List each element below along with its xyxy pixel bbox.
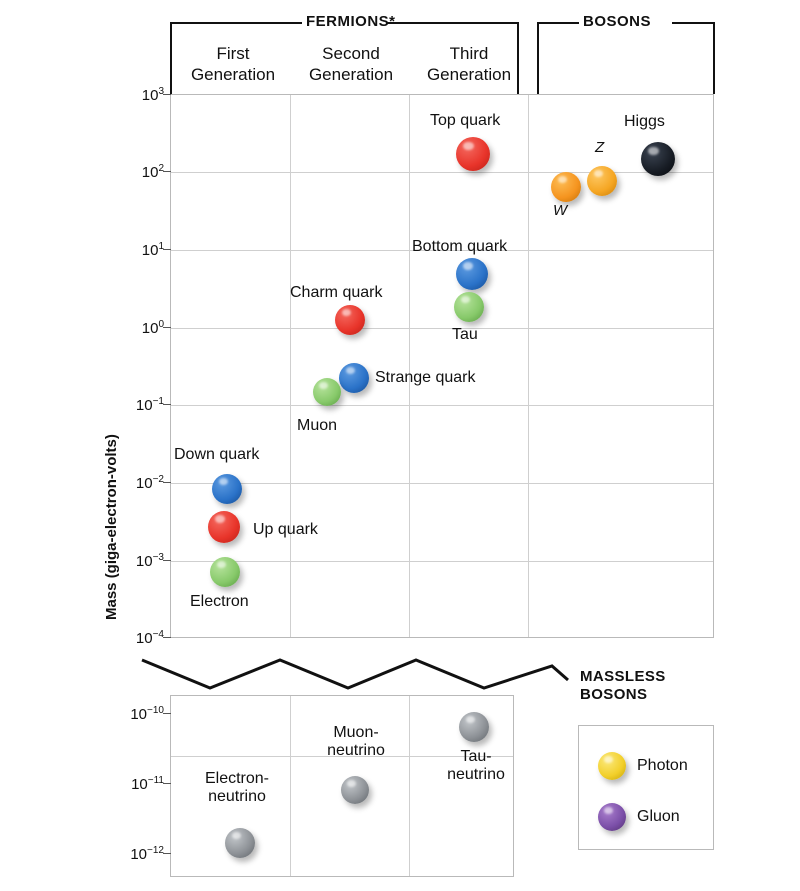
column-divider-1	[290, 95, 291, 637]
bosons-bracket-right-tick	[713, 22, 715, 94]
ytick-1e-2: $10^{-2}$	[135, 474, 164, 492]
ytick-1e0: $10^0$	[141, 319, 164, 337]
label-strange-quark: Strange quark	[375, 369, 476, 386]
ytick-1e-12: $10^{-12}$	[130, 845, 164, 863]
ytick-1e2: $10^2$	[141, 163, 164, 181]
tickmark-1e-12	[163, 853, 171, 854]
tickmark-1e-3	[163, 560, 171, 561]
third-generation-line2: Generation	[426, 65, 512, 85]
label-w-boson: W	[553, 202, 568, 219]
ytick-1e-10: $10^{-10}$	[130, 705, 164, 723]
second-generation-line1: Second	[322, 44, 380, 63]
label-down-quark: Down quark	[174, 446, 260, 463]
column-divider-3	[528, 95, 529, 637]
particle-electron-neutrino[interactable]	[225, 828, 255, 858]
particle-photon[interactable]	[598, 752, 626, 780]
tickmark-1e-11	[163, 783, 171, 784]
gridline-1e2	[171, 172, 713, 173]
particle-muon[interactable]	[313, 378, 341, 406]
ytick-1e1: $10^1$	[141, 241, 164, 259]
gridline-1e-2	[171, 483, 713, 484]
massless-bosons-box	[578, 725, 714, 850]
upper-plot-area	[170, 94, 714, 638]
particle-electron[interactable]	[210, 557, 240, 587]
fermions-group-label: FERMIONS*	[306, 13, 396, 30]
bosons-bracket-right-line	[672, 22, 714, 24]
label-z-boson: Z	[595, 139, 605, 156]
gridline-1e-3	[171, 561, 713, 562]
label-electron-neutrino: Electron- neutrino	[204, 770, 270, 806]
label-muon-neutrino: Muon- neutrino	[327, 724, 385, 760]
particle-tau-neutrino[interactable]	[459, 712, 489, 742]
fermions-bracket-right-line	[386, 22, 518, 24]
ytick-1e-4: $10^{-4}$	[135, 629, 164, 647]
third-generation-line1: Third	[449, 44, 489, 63]
label-electron: Electron	[190, 593, 249, 610]
second-generation-line2: Generation	[308, 65, 394, 85]
label-muon: Muon	[297, 417, 338, 434]
label-charm-quark: Charm quark	[290, 284, 383, 301]
tickmark-1e-2	[163, 482, 171, 483]
first-generation-line2: Generation	[190, 65, 276, 85]
fermions-bracket-left-line	[170, 22, 302, 24]
first-generation-line1: First	[216, 44, 250, 63]
column-header-second-generation	[290, 43, 412, 86]
label-top-quark: Top quark	[430, 112, 501, 129]
particle-down-quark[interactable]	[212, 474, 242, 504]
tickmark-1e-10	[163, 713, 171, 714]
particle-charm-quark[interactable]	[335, 305, 365, 335]
massless-bosons-title: MASSLESS BOSONS	[580, 668, 666, 703]
label-tau: Tau	[452, 326, 478, 343]
label-gluon: Gluon	[637, 808, 680, 825]
y-axis-title: Mass (giga-electron-volts)	[103, 434, 120, 620]
ytick-1e-3: $10^{-3}$	[135, 552, 164, 570]
particle-w-boson[interactable]	[551, 172, 581, 202]
particle-tau[interactable]	[454, 292, 484, 322]
particle-z-boson[interactable]	[587, 166, 617, 196]
particle-strange-quark[interactable]	[339, 363, 369, 393]
label-higgs: Higgs	[624, 113, 665, 130]
label-bottom-quark: Bottom quark	[412, 238, 508, 255]
label-tau-neutrino: Tau- neutrino	[447, 748, 505, 784]
column-header-first-generation	[172, 43, 294, 86]
column-header-third-generation	[408, 43, 530, 86]
tickmark-1e-1	[163, 404, 171, 405]
tickmark-1e2	[163, 171, 171, 172]
label-photon: Photon	[637, 757, 688, 774]
tickmark-1e-4	[163, 637, 171, 638]
column-divider-2	[409, 95, 410, 637]
particle-bottom-quark[interactable]	[456, 258, 488, 290]
particle-top-quark[interactable]	[456, 137, 490, 171]
bosons-bracket-left-line	[537, 22, 579, 24]
gridline-1e0	[171, 328, 713, 329]
particle-muon-neutrino[interactable]	[341, 776, 369, 804]
bosons-group-label: BOSONS	[583, 13, 652, 30]
ytick-1e-11: $10^{-11}$	[131, 775, 164, 793]
tickmark-1e1	[163, 249, 171, 250]
particle-higgs[interactable]	[641, 142, 675, 176]
ytick-1e3: $10^3$	[141, 86, 164, 104]
lower-column-divider-2	[409, 696, 410, 876]
ytick-1e-1: $10^{-1}$	[135, 396, 164, 414]
tickmark-1e3	[163, 94, 171, 95]
gridline-1e-1	[171, 405, 713, 406]
tickmark-1e0	[163, 327, 171, 328]
bosons-bracket-left-tick	[537, 22, 539, 94]
axis-break-zigzag	[140, 650, 570, 698]
label-up-quark: Up quark	[253, 521, 318, 538]
particle-gluon[interactable]	[598, 803, 626, 831]
particle-up-quark[interactable]	[208, 511, 240, 543]
